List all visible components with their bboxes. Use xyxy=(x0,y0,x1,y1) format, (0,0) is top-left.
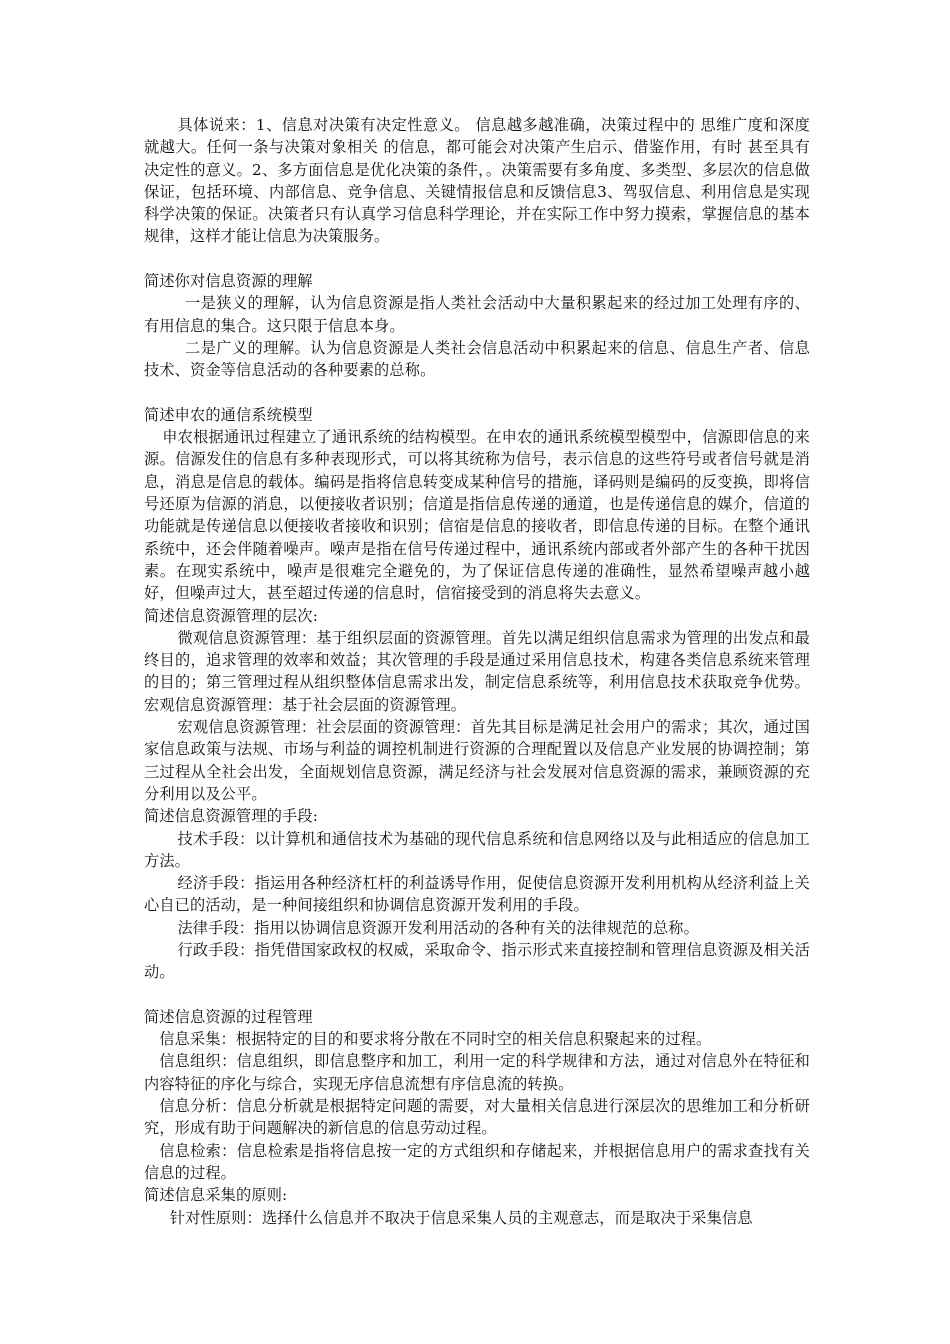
section-heading-process-management: 简述信息资源的过程管理 xyxy=(144,1007,313,1026)
paragraph-micro-management: 微观信息资源管理：基于组织层面的资源管理。首先以满足组织信息需求为管理的出发点和最终目的，追求管理的效率和效益；其次管理的手段是通过采用信息技术，构建各类信息系统来管理的目的；第三管理过程从组织整体信息需求出发，制定信息系统等，利用信息技术获取竞争优势。宏观信息资源管理：基于社会层面的资源管理。 xyxy=(144,628,810,714)
paragraph-info-organization: 信息组织：信息组织，即信息整序和加工，利用一定的科学规律和方法，通过对信息外在特征和内容特征的序化与综合，实现无序信息流想有序信息流的转换。 xyxy=(144,1052,810,1093)
paragraph-info-retrieval: 信息检索：信息检索是指将信息按一定的方式组织和存储起来，并根据信息用户的需求查找有关信息的过程。 xyxy=(144,1141,810,1182)
section-heading-shannon-model: 简述申农的通信系统模型 xyxy=(144,405,313,424)
paragraph-targeting-principle: 针对性原则：选择什么信息并不取决于信息采集人员的主观意志，而是取决于采集信息 xyxy=(169,1208,753,1227)
paragraph-shannon-model: 申农根据通讯过程建立了通讯系统的结构模型。在申农的通讯系统模型模型中，信源即信息的来源。信源发住的信息有多种表现形式，可以将其统称为信号，表示信息的这些符号或者信号就是消息，消息是信息的载体。编码是指将信息转变成某种信号的措施，译码则是编码的反变换，即将信号还原为信源的消息，以便接收者识别；信道是指信息传递的通道，也是传递信息的媒介，信道的功能就是传递信息以便接收者接收和识别；信宿是信息的接收者，即信息传递的目标。在整个通讯系统中，还会伴随着噪声。噪声是指在信号传递过程中，通讯系统内部或者外部产生的各种干扰因素。在现实系统中，噪声是很难完全避免的，为了保证信息传递的准确性，显然希望噪声越小越好，但噪声过大，甚至超过传递的信息时，信宿接受到的消息将失去意义。 xyxy=(144,428,810,603)
spacer xyxy=(144,984,810,1006)
spacer xyxy=(144,248,810,270)
document-page xyxy=(144,114,810,1229)
paragraph-narrow-understanding: 一是狭义的理解，认为信息资源是指人类社会活动中大量积累起来的经过加工处理有序的、有用信息的集合。这只限于信息本身。 xyxy=(144,294,810,335)
paragraph-info-collection: 信息采集：根据特定的目的和要求将分散在不同时空的相关信息积聚起来的过程。 xyxy=(159,1030,712,1049)
paragraph-technical-means: 技术手段：以计算机和通信技术为基础的现代信息系统和信息网络以及与此相适应的信息加工方法。 xyxy=(144,829,810,870)
spacer xyxy=(144,382,810,404)
paragraph-economic-means: 经济手段：指运用各种经济杠杆的利益诱导作用，促使信息资源开发利用机构从经济利益上关心自已的活动，是一种间接组织和协调信息资源开发利用的手段。 xyxy=(144,874,810,915)
paragraph-administrative-means: 行政手段：指凭借国家政权的权威，采取命令、指示形式来直接控制和管理信息资源及相关活动。 xyxy=(144,940,810,982)
section-heading-management-levels: 简述信息资源管理的层次: xyxy=(144,606,318,625)
intro-paragraph: 具体说来：1、信息对决策有决定性意义。 信息越多越准确，决策过程中的 思维广度和深度就越大。任何一条与决策对象相关 的信息，都可能会对决策产生启示、借鉴作用，有时 甚至具有决定性的意义。2、多方面信息是优化决策的条件，。决策需要有多角度、多类型、多层次的信息做保证，包括环境、内部信息、竞争信息、关键情报信息和反馈信息3、驾驭信息、利用信息是实现科学决策的保证。决策者只有认真学习信息科学理论，并在实际工作中努力摸索，掌握信息的基本规律，这样才能让信息为决策服务。 xyxy=(144,116,810,246)
section-heading-collection-principles: 简述信息采集的原则: xyxy=(144,1186,288,1205)
section-heading-management-means: 简述信息资源管理的手段: xyxy=(144,807,318,826)
section-heading-info-resource: 简述你对信息资源的理解 xyxy=(144,272,313,291)
paragraph-legal-means: 法律手段：指用以协调信息资源开发利用活动的各种有关的法律规范的总称。 xyxy=(177,918,699,937)
paragraph-broad-understanding: 二是广义的理解。认为信息资源是人类社会信息活动中积累起来的信息、信息生产者、信息技术、资金等信息活动的各种要素的总称。 xyxy=(144,338,810,380)
paragraph-macro-management: 宏观信息资源管理：社会层面的资源管理：首先其目标是满足社会用户的需求；其次，通过国家信息政策与法规、市场与利益的调控机制进行资源的合理配置以及信息产业发展的协调控制；第三过程从全社会出发，全面规划信息资源，满足经济与社会发展对信息资源的需求，兼顾资源的充分利用以及公平。 xyxy=(144,718,810,803)
paragraph-info-analysis: 信息分析：信息分析就是根据特定问题的需要，对大量相关信息进行深层次的思维加工和分析研究，形成有助于问题解决的新信息的信息劳动过程。 xyxy=(144,1097,810,1138)
